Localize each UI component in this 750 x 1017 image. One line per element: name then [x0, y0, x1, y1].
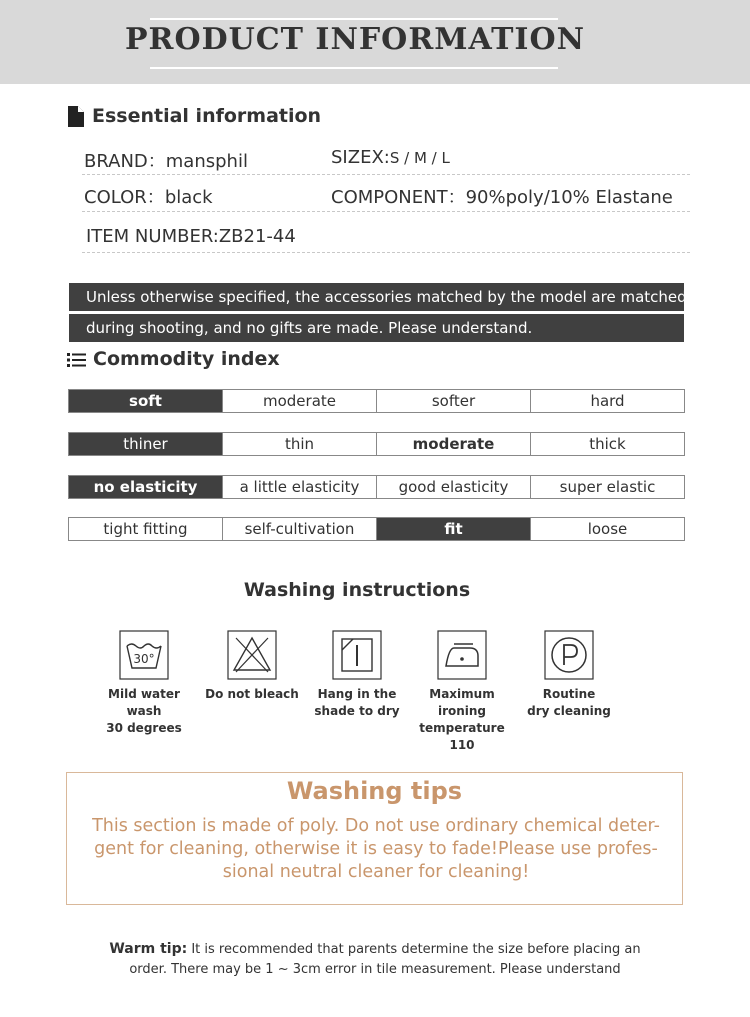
no-bleach-icon	[227, 630, 277, 680]
wash-label-line: temperature 110	[419, 721, 505, 752]
warm-tip	[0, 939, 750, 980]
wash-label-line: shade to dry	[314, 704, 400, 718]
index-row-fit	[68, 517, 685, 541]
document-icon	[68, 106, 84, 127]
tips-line: This section is made of poly. Do not use ordinary chemical deter-	[92, 816, 660, 836]
index-cell: tight fitting	[103, 520, 188, 538]
wash-label	[514, 686, 624, 720]
brand-field	[84, 147, 248, 173]
index-cell: no elasticity	[69, 476, 222, 498]
divider	[82, 174, 690, 175]
index-cell: thiner	[69, 433, 222, 455]
wash-label	[407, 686, 517, 754]
index-cell: softer	[376, 390, 530, 412]
index-cell: loose	[530, 518, 684, 540]
component-value: 90%poly/10% Elastane	[465, 187, 673, 208]
warm-tip-label: Warm tip:	[109, 941, 188, 957]
index-cell: self-cultivation	[222, 518, 376, 540]
washing-instructions-title: Washing instructions	[243, 579, 471, 601]
washing-tips-text	[81, 815, 671, 884]
color-label: COLOR：	[84, 187, 165, 208]
list-icon	[67, 352, 87, 368]
wash-30-icon	[119, 630, 169, 680]
color-value: black	[164, 187, 213, 208]
warm-tip-line-1: It is recommended that parents determine the size before placing an	[187, 942, 641, 957]
size-label: SIZEX:	[331, 147, 390, 168]
index-cell: super elastic	[530, 476, 684, 498]
essential-info-title: Essential information	[92, 105, 322, 127]
component-field	[331, 183, 673, 209]
warm-tip-line-2: order. There may be 1 ~ 3cm error in tile measurement. Please understand	[129, 962, 621, 977]
iron-icon	[437, 630, 487, 680]
color-field	[84, 183, 213, 209]
header-banner	[0, 0, 750, 84]
index-cell: thick	[530, 433, 684, 455]
index-row-softness	[68, 389, 685, 413]
washing-tips-title: Washing tips	[286, 777, 463, 805]
wash-label-line: 30 degrees	[106, 721, 182, 735]
dry-clean-icon	[544, 630, 594, 680]
size-value: S / M / L	[389, 149, 450, 167]
hang-dry-icon	[332, 630, 382, 680]
header-bottom-line	[150, 67, 558, 69]
index-cell: fit	[376, 518, 530, 540]
notice-line-1: Unless otherwise specified, the accessories matched by the model are matched	[69, 283, 684, 311]
wash-label-line: Routine	[542, 687, 596, 701]
notice-line-2: during shooting, and no gifts are made. Please understand.	[69, 314, 684, 342]
component-label: COMPONENT：	[331, 187, 466, 208]
commodity-index-title: Commodity index	[93, 348, 280, 370]
divider	[82, 211, 690, 212]
page-title: PRODUCT INFORMATION	[124, 22, 586, 57]
washing-tips-box	[66, 772, 683, 905]
size-field	[331, 147, 450, 168]
wash-label	[89, 686, 199, 737]
wash-label-line: dry cleaning	[527, 704, 611, 718]
tips-line: sional neutral cleaner for cleaning!	[222, 862, 530, 882]
index-cell: a little elasticity	[222, 476, 376, 498]
temp-symbol: 30°	[133, 652, 155, 666]
wash-label	[302, 686, 412, 720]
header-top-line	[150, 18, 558, 20]
index-row-thickness	[68, 432, 685, 456]
index-row-elasticity	[68, 475, 685, 499]
index-cell: moderate	[222, 390, 376, 412]
index-cell: hard	[530, 390, 684, 412]
wash-label-line: Hang in the	[317, 687, 397, 701]
wash-label	[197, 686, 307, 703]
wash-label-line: Maximum ironing	[429, 687, 495, 718]
brand-label: BRAND：	[84, 151, 166, 172]
index-cell: thin	[222, 433, 376, 455]
item-number: ITEM NUMBER:ZB21-44	[86, 226, 296, 247]
divider	[82, 252, 690, 253]
wash-label-line: Mild water wash	[108, 687, 180, 718]
wash-label-line: Do not bleach	[205, 687, 299, 701]
tips-line: gent for cleaning, otherwise it is easy to fade!Please use profes-	[94, 839, 658, 859]
index-cell: moderate	[376, 433, 530, 455]
brand-value: mansphil	[165, 151, 248, 172]
index-cell: good elasticity	[376, 476, 530, 498]
index-cell: soft	[69, 390, 222, 412]
